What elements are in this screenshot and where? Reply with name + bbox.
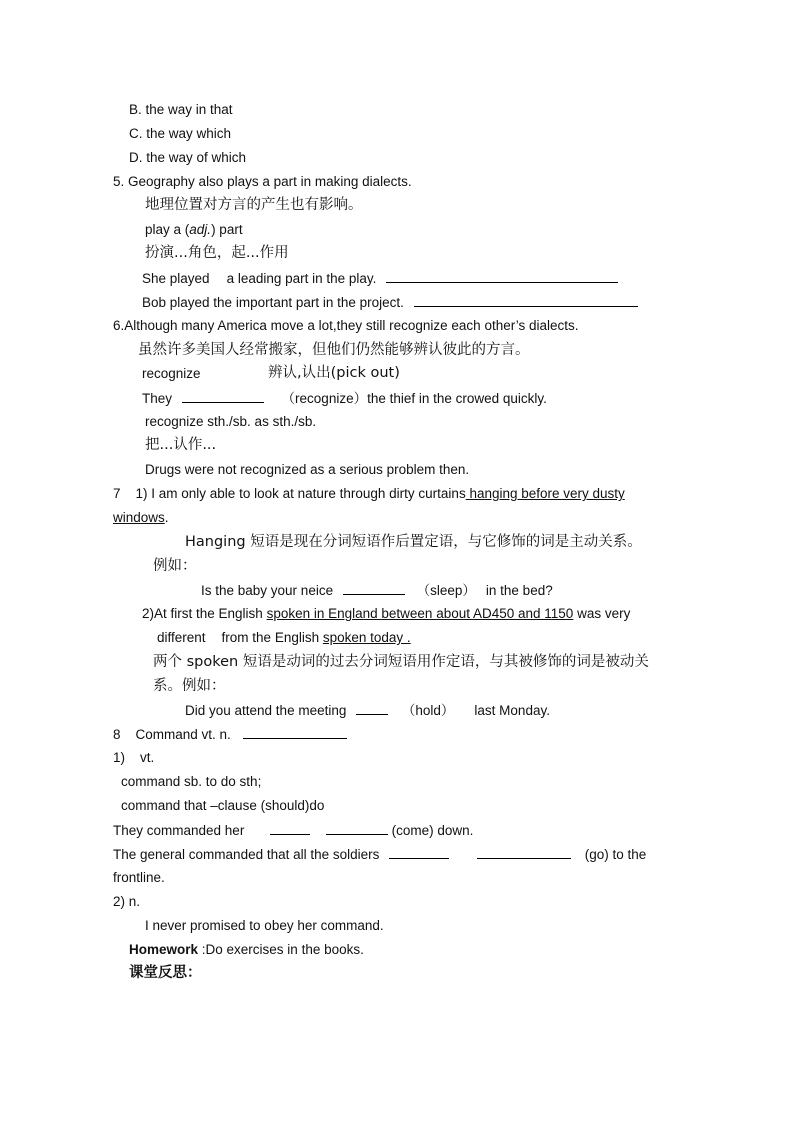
q7-p1-end: . (164, 510, 169, 525)
q6-pattern-example: Drugs were not recognized as a serious problem then. (145, 462, 470, 477)
q8-ex1-blank-1[interactable] (270, 820, 310, 835)
q5-phrase-post: ) part (211, 222, 243, 237)
q7-part2-line2 (157, 628, 411, 648)
q6-pattern: recognize sth./sb. as sth./sb. (145, 414, 317, 429)
q7-p2-l2-a: different (157, 630, 206, 645)
q7-p2-underlined: spoken in England between about AD450 and 1150 (266, 606, 574, 621)
option-d: D. the way of which (129, 150, 247, 165)
q5-ex1-answer-blank[interactable] (386, 268, 618, 283)
q6-ex-hint: （recognize）the thief in the crowed quickly. (281, 391, 547, 406)
q5-translation: 地理位置对方言的产生也有影响。 (145, 197, 363, 213)
q5-ex2-text: Bob played the important part in the project. (142, 295, 404, 310)
q6-ex-they: They (142, 391, 173, 406)
q5-phrase-pre: play a ( (145, 222, 190, 237)
q7-p1-example (201, 580, 553, 601)
q5-ex1-a: She played (142, 271, 210, 286)
q8-head (113, 724, 347, 745)
q5-ex2-answer-blank[interactable] (414, 292, 638, 307)
q7-part2 (142, 604, 630, 624)
q7-p1-pre: 1) I am only able to look at nature through dirty curtains (135, 486, 466, 501)
q8-ex2-blank-1[interactable] (389, 844, 449, 859)
q7-p2-note-1: 两个 spoken 短语是动词的过去分词短语用作定语，与其被修饰的词是被动关 (153, 654, 649, 670)
q8-example-2-cont: frontline. (113, 870, 165, 885)
q8-head-blank[interactable] (243, 724, 347, 739)
q6-word-meaning: 辨认,认出(pick out) (268, 365, 400, 381)
q8-ex2-b: (go) to the (584, 847, 647, 862)
q7-p1-ex-c: in the bed? (485, 583, 553, 598)
q5-phrase (145, 220, 243, 240)
q5-sentence: 5. Geography also plays a part in making dialects. (113, 174, 412, 189)
q7-p1-ex-b: （sleep） (416, 583, 476, 598)
q5-example-2 (142, 292, 638, 313)
q8-pattern-1: command sb. to do sth; (121, 774, 262, 789)
q8-example-1 (113, 820, 473, 841)
homework (129, 940, 364, 960)
q7-num: 7 (113, 486, 121, 501)
q5-phrase-adj: adj. (189, 222, 212, 237)
homework-text: :Do exercises in the books. (198, 942, 364, 957)
q6-word: recognize (142, 366, 201, 381)
q7-p1-underlined: hanging before very dusty (465, 486, 625, 501)
q7-p2-ex-a: Did you attend the meeting (185, 703, 347, 718)
q7-p1-eg: 例如： (153, 558, 197, 574)
q7-p2-pre: 2)At first the English (142, 606, 267, 621)
q7-p1-answer-blank[interactable] (343, 580, 405, 595)
q7-p2-l2-b: from the English (221, 630, 323, 645)
q7-p2-l2-underlined: spoken today . (322, 630, 411, 645)
q7-p1-note: Hanging 短语是现在分词短语作后置定语，与它修饰的词是主动关系。 (185, 534, 642, 550)
q6-example (142, 388, 547, 409)
q7-p2-answer-blank[interactable] (356, 700, 388, 715)
q8-pattern-2: command that –clause (should)do (121, 798, 325, 813)
q8-ex1-b: (come) down. (391, 823, 474, 838)
option-b: B. the way in that (129, 102, 233, 117)
q5-ex1-b: a leading part in the play. (226, 271, 377, 286)
q7-part1 (113, 484, 625, 504)
q5-phrase-meaning: 扮演...角色，起...作用 (145, 245, 289, 261)
q8-example-2 (113, 844, 646, 865)
q6-pattern-meaning: 把...认作... (145, 437, 217, 453)
homework-label: Homework (129, 942, 199, 957)
reflection-heading: 课堂反思： (129, 965, 202, 981)
q6-translation: 虽然许多美国人经常搬家，但他们仍然能够辨认彼此的方言。 (138, 342, 530, 358)
q8-ex1-a: They commanded her (113, 823, 245, 838)
q7-p2-ex-c: last Monday. (474, 703, 550, 718)
q5-example-1 (142, 268, 618, 289)
q8-ex2-a: The general commanded that all the soldiers (113, 847, 380, 862)
q8-sense-2: 2) n. (113, 894, 141, 909)
q7-p2-post: was very (573, 606, 631, 621)
q8-ex1-blank-2[interactable] (326, 820, 388, 835)
q8-example-3: I never promised to obey her command. (145, 918, 384, 933)
q7-part1-cont (113, 508, 169, 528)
q7-p2-example (185, 700, 550, 721)
q7-p2-ex-b: （hold） (401, 703, 455, 718)
q8-head-text: 8 Command vt. n. (113, 727, 231, 742)
q7-p1-underlined-2: windows (113, 510, 165, 525)
q7-p2-note-2: 系。例如： (153, 678, 226, 694)
q8-ex2-blank-2[interactable] (477, 844, 571, 859)
option-c: C. the way which (129, 126, 232, 141)
q6-answer-blank[interactable] (182, 388, 264, 403)
q8-sense-1: 1) vt. (113, 750, 155, 765)
q7-p1-ex-a: Is the baby your neice (201, 583, 334, 598)
q6-sentence: 6.Although many America move a lot,they still recognize each other’s dialects. (113, 318, 579, 333)
